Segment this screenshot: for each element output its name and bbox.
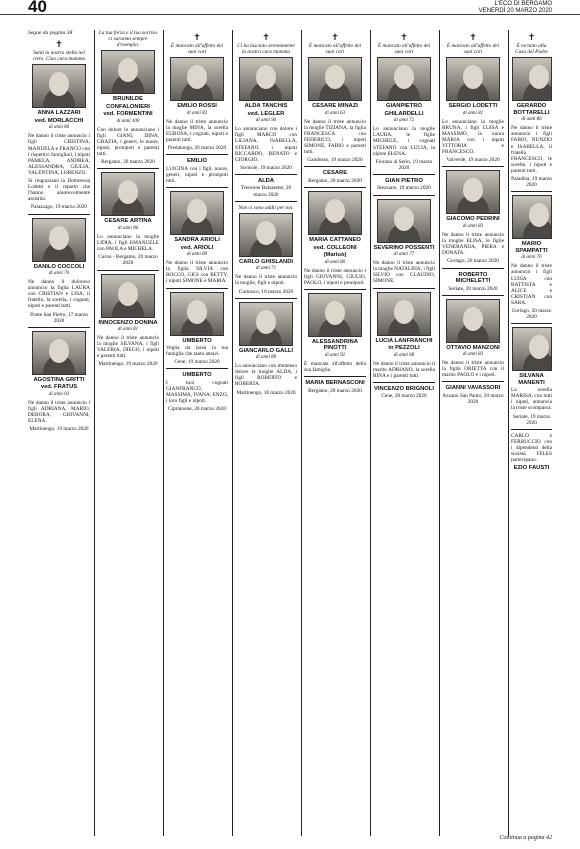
age: di anni 72 (393, 118, 415, 124)
notice-text: È mancata all'affetto della sua famiglia. (304, 361, 366, 374)
intro-text: Santi la nostra stella nel cielo. Ciao cara mamma (32, 50, 86, 63)
notice-text: Ne danno il triste annuncio la moglie SILVANA, i figli VALERIA, DIEGO, i nipoti e parenti tutti. (97, 335, 159, 360)
portrait-photo (446, 170, 500, 214)
intro-text: È mancato all'affetto dei suoi cari (446, 43, 500, 56)
notice-text: CARLO e FERRUCCIO con i dipendenti della società FELES partecipano. (511, 432, 552, 464)
notice-text: Ne danno il triste annuncio la figlia SILVIA con ROCCO, GIGI con BETTY, i nipoti SIMONE e MARIA. (166, 260, 228, 285)
deceased-name: EZIO FAUSTI (513, 465, 550, 472)
divider (235, 201, 297, 202)
deceased-name: SANDRA ARIOLI (174, 237, 220, 244)
deceased-name: UMBERTO (182, 337, 212, 344)
age: di anni 83 (462, 352, 484, 358)
deceased-name: CESARE ARTINA (104, 218, 152, 225)
divider (166, 368, 228, 369)
deceased-name-sub: ved. ARIOLI (180, 244, 214, 251)
place-date: Valverde, 19 marzo 2020 (446, 157, 500, 164)
column-2 (97, 30, 159, 370)
cross-icon: ✝ (262, 32, 270, 42)
deceased-name: EMILIO ROSSI (177, 103, 217, 110)
column-5 (304, 30, 366, 396)
place-date: Curnasco, 18 marzo 2020 (238, 288, 294, 295)
notice-text: Ne danno il triste annuncio la figlia ORIETTA con il marito PAOLO e i nipoti. (442, 360, 504, 379)
notice-text: Ne danno il triste annuncio la moglie ELISA, le figlie VENERANDA, PIERA e DONATA. (442, 232, 504, 257)
notice-text: Veglia da lassù la tua famiglia che tanto amavi. (166, 345, 228, 358)
deceased-name-sub: ved. FRATUS (40, 384, 78, 391)
place-date: Gandosso, 19 marzo 2020 (307, 157, 363, 164)
divider (373, 382, 435, 383)
place-date: Ciprianone, 20 marzo 2020 (168, 406, 226, 413)
notice-text: Non ci sono addii per noi. (238, 204, 294, 211)
portrait-photo (308, 293, 362, 337)
deceased-name: MARIA CATTANEO (309, 237, 361, 244)
deceased-name: SERGIO LODETTI (448, 103, 498, 110)
age: di anni 76 (48, 271, 70, 276)
notice-text: Ne danno il triste annuncio i figli CRISTINA, MANUELA e FRANCO con i rispettivi famigliari, i nipoti PAMELA, ANDREA, ALESSANDRA, GIULIA, VALENTINA, LORENZO. (28, 133, 90, 176)
age: di anni 86 (48, 125, 70, 131)
age: di anni 92 (324, 352, 346, 358)
divider (373, 174, 435, 175)
divider (97, 270, 159, 271)
portrait-photo (32, 64, 86, 108)
age: di anni 96 (255, 118, 277, 124)
place-date: Seriate, 20 marzo 2020 (448, 285, 498, 292)
notice-text: Lo annunciano con immenso dolore la moglie ALDA, i figli ROBERTO e ROBERTA. (235, 363, 297, 388)
portrait-photo (377, 292, 431, 336)
place-date: Martinengo, 18 marzo 2020 (236, 389, 296, 396)
portrait-photo (512, 327, 552, 371)
deceased-name: LUCIA LANFRANCHI (375, 337, 433, 344)
divider (235, 174, 297, 175)
age: di anni 86 (117, 225, 139, 231)
deceased-name: INNOCENZO DONINA (98, 319, 158, 326)
deceased-name: MARIO SPAMPATTI (515, 241, 548, 254)
portrait-photo (512, 57, 552, 101)
divider (442, 295, 504, 296)
age: di anni 82 (186, 110, 208, 116)
notice-text: Ne danno il triste annuncio la moglie MINA, la sorella EUROSA, i cognati, nipoti e parenti tutti. (166, 118, 228, 144)
portrait-photo (32, 331, 86, 375)
portrait-photo (170, 191, 224, 235)
deceased-name: GIANNI VAVASSORI (445, 385, 501, 392)
deceased-name-sub: ved. COLLEONI (313, 244, 357, 251)
cross-icon: ✝ (55, 39, 63, 50)
portrait-photo (32, 218, 86, 262)
notice-text: Ne danno il triste annuncio il marito ADRIANO, la sorella RINA e i parenti tutti. (373, 360, 435, 379)
deceased-name: MARIA BERNASCONI (305, 380, 365, 387)
age: di anni 68 (393, 352, 415, 358)
notice-text: Ne danno il triste annuncio i figli ADRIANA, MARIO, DEBORA, GIOVANNI, ELENA. (28, 399, 90, 425)
portrait-photo (239, 57, 293, 101)
place-date: Stezzano, 19 marzo 2020 (377, 185, 431, 192)
cross-icon: ✝ (469, 32, 477, 42)
portrait-photo (101, 274, 155, 318)
divider (28, 214, 90, 215)
column-6 (373, 30, 435, 401)
masthead (479, 1, 552, 15)
cross-icon: ✝ (331, 32, 339, 42)
cross-icon: ✝ (193, 32, 201, 42)
notice-text: Ne danno il triste annuncio i figli FABIO, NUNZIO e ISABELLA, il fratello FRANCESCO, le sorelle, i nipoti e parenti tutti. (511, 125, 552, 174)
deceased-name: CARLO GHISLANDI (238, 258, 294, 265)
deceased-name: AGOSTINA GRITTI (33, 376, 85, 383)
portrait-photo (446, 57, 500, 101)
place-date: Ponte San Pietro, 17 marzo 2020 (30, 311, 88, 324)
place-date: Cene, 20 marzo 2020 (381, 393, 427, 400)
place-date: Gorlago, 20 marzo 2020 (447, 258, 499, 265)
notice-text: Lo annunciano la moglie LAURA, le figlie MICHELE, i cognati STEFANO con LUCIA, la nipote ELENA. (373, 126, 435, 157)
deceased-name: ALDA (257, 177, 275, 184)
continua-label: Continua a pagina 42 (499, 835, 552, 841)
age: di anni 100 (116, 118, 140, 124)
column-separator (301, 30, 302, 836)
notice-text: La sorella MARISA, con tutti i nipoti, annuncia la triste scomparsa. (511, 387, 552, 412)
deceased-name: VINCENZO BRIGNOLI (374, 385, 434, 392)
intro-text: È mancato all'affetto dei suoi cari (170, 43, 224, 56)
age: di anni 81 (117, 327, 139, 332)
deceased-name: CESARE MINAZI (312, 103, 358, 110)
column-8 (511, 30, 552, 473)
place-date: Paladina, 19 marzo 2020 (511, 176, 552, 189)
deceased-name: GIANPIETRO (385, 103, 423, 110)
place-date: Predalunga, 20 marzo 2020 (167, 145, 227, 152)
segue-label: Segue da pagina 38 (28, 30, 73, 36)
deceased-name-sub: CONFALONIERI (106, 103, 150, 110)
column-separator (232, 30, 233, 836)
deceased-name: DANILO COCCOLI (33, 263, 85, 270)
divider (28, 327, 90, 328)
intro-text: È tornato alla Casa del Padre (515, 43, 548, 56)
divider (511, 191, 552, 192)
place-date: Bergamo, 20 marzo 2020 (308, 387, 362, 394)
age: di anni 86 (521, 117, 542, 123)
column-3 (166, 30, 228, 414)
place-date: Fiorano al Serio, 19 marzo 2020 (375, 158, 433, 171)
divider (442, 381, 504, 382)
place-date: Martinengo, 19 marzo 2020 (98, 361, 158, 368)
portrait-photo (239, 213, 293, 257)
portrait-photo (308, 191, 362, 235)
portrait-photo (377, 57, 431, 101)
age: di anni 83 (462, 223, 484, 229)
divider (235, 298, 297, 299)
deceased-name: GIAN PIETRO (385, 177, 423, 184)
notice-text: Si ringraziano la Dottoressa Lodetti e il reparto che l'hanno amorevolmente assistita. (28, 178, 90, 203)
place-date: Cene, 19 marzo 2020 (174, 359, 220, 366)
deceased-name: ALESSANDRINA PINOTTI (311, 338, 359, 352)
portrait-photo (170, 292, 224, 336)
age: di anni 76 (521, 255, 542, 261)
divider (166, 154, 228, 155)
divider (304, 376, 366, 377)
divider (304, 166, 366, 167)
portrait-photo (239, 302, 293, 346)
place-date: Sorisole, 19 marzo 2020 (240, 164, 292, 171)
notice-text: Lo annunciano la moglie BRUNA, i figli LUISA e MASSIMO, la nuora MARIA con i nipoti VITTORIA e FRANCESCO. (442, 118, 504, 156)
page-header (0, 0, 580, 15)
column-separator (439, 30, 440, 836)
deceased-name: SILVANA MANENTI (518, 373, 545, 386)
place-date: Martinengo, 19 marzo 2020 (29, 426, 89, 433)
age: di anni 81 (462, 110, 484, 116)
column-separator (508, 30, 509, 836)
age: di anni 93 (48, 391, 70, 397)
notice-text: Ne danno il triste annuncio i figli GIOVANNI, GIULIO, PAOLO, i nipoti e pronipoti. (304, 267, 366, 286)
paper-name: L'ECO DI BERGAMO (494, 1, 552, 7)
place-date: Gorlago, 20 marzo 2020 (511, 307, 552, 321)
divider (442, 166, 504, 167)
intro-text: È mancato all'affetto dei suoi cari (308, 43, 362, 56)
notice-text: Ne danno il triste annuncio la moglie NATALINA, i figli SILVIO con CLAUDIO, SIMONE. (373, 260, 435, 285)
age: di anni 71 (255, 266, 277, 272)
notice-text: I tuoi cognati GIANFRANCO, MASSIMA, IVANA, ENZO, i loro figli e nipoti. (166, 379, 228, 405)
page-number: 40 (28, 0, 47, 16)
notice-text: Con dolore lo annunciano i figli GIANI, DINA, GRAZIA, i generi, le nuore, nipoti, pronipoti e parenti tutti. (97, 126, 159, 158)
divider (373, 195, 435, 196)
cross-icon: ✝ (400, 32, 408, 42)
age: di anni 89 (186, 252, 208, 258)
deceased-name-sub: ved. LEGLER (247, 110, 285, 117)
intro-text: Ci ha lasciato serenamente la nostra cara mamma (237, 43, 295, 56)
age: di anni 89 (255, 355, 277, 361)
intro-text: La tua forza e il tuo sorriso ci saranno sempre d'esempio. (98, 30, 158, 49)
age: di anni 63 (324, 110, 346, 116)
divider (442, 268, 504, 269)
notice-text: Lo annunciano con dolore i figli MARCO con LILIANA, ISABELLA, STEFANO, i nipoti RICCARDO, RENATO e GIORGIO. (235, 126, 297, 163)
notice-text: LUIGINA con i figli, nuore, generi, nipoti e pronipoti tutti. (166, 165, 228, 184)
divider (511, 429, 552, 430)
deceased-name: ROBERTO MICHELETTI (455, 271, 491, 284)
issue-date: VENERDÌ 20 MARZO 2020 (478, 8, 552, 14)
place-date: Bergamo, 20 marzo 2020 (101, 159, 155, 166)
deceased-name-sub: in PEZZOLI (388, 345, 420, 351)
deceased-name-sub: GHILARDELLI (384, 110, 424, 117)
deceased-name: EMILIO (187, 158, 207, 165)
divider (373, 288, 435, 289)
notice-text: Ne danno il triste annuncio la moglie TIZIANA, la figlia FRANCESCA con FEDERICO, i nipoti SIMONE, FABIO e parenti tutti. (304, 118, 366, 156)
divider (304, 289, 366, 290)
deceased-name: CESARE (322, 170, 348, 177)
age: di anni 86 (324, 259, 346, 265)
deceased-name: GIANCARLO GALLI (238, 347, 294, 354)
place-date: Palazzago, 19 marzo 2020 (31, 204, 87, 211)
portrait-photo (170, 57, 224, 101)
column-separator (163, 30, 164, 836)
notice-text: Ne danno il doloroso annuncio la figlia LAURA con CRISTIAN e LISA, il fratello, la sorella, i cognati, nipoti e parenti tutti. (28, 279, 90, 310)
deceased-name-sub: (Mariuò) (323, 252, 347, 259)
deceased-name: SEVERINO POSSENTI (373, 244, 435, 251)
deceased-name-sub: ved. FORMENTINI (103, 111, 153, 118)
deceased-name: ALDA TANCHIS (244, 103, 288, 110)
place-date: Curno - Bergamo, 20 marzo 2020 (98, 254, 158, 267)
notice-text: Ne danno il triste annuncio la moglie, figli e nipoti. (235, 274, 297, 287)
place-date: Bergamo, 20 marzo 2020 (308, 177, 362, 184)
age: di anni 77 (393, 252, 415, 258)
divider (166, 288, 228, 289)
column-4 (235, 30, 297, 398)
divider (97, 168, 159, 169)
column-1 (28, 30, 90, 434)
deceased-name: GERARDO BOTTARELLI (513, 103, 550, 116)
column-7 (442, 30, 504, 407)
place-date: Azzano San Paolo, 20 marzo 2020 (442, 392, 504, 406)
portrait-photo (377, 199, 431, 243)
deceased-name: ANNA LAZZARI (37, 110, 81, 117)
portrait-photo (512, 195, 552, 239)
notice-text: Ne danno il triste annuncio i figli LUISA con BATTISTA e ALICE e CRISTIAN con SARA. (511, 263, 552, 306)
portrait-photo (446, 299, 500, 343)
column-separator (94, 30, 95, 836)
deceased-name: BRUNILDE (113, 96, 143, 103)
place-date: Treocene Balsasette, 20 marzo 2020 (240, 185, 292, 198)
portrait-photo (308, 57, 362, 101)
divider (304, 187, 366, 188)
divider (166, 187, 228, 188)
deceased-name: GIACOMO PEDRINI (446, 216, 500, 223)
deceased-name: UMBERTO (182, 372, 212, 379)
divider (511, 323, 552, 324)
column-separator (370, 30, 371, 836)
cross-icon: ✝ (527, 32, 536, 42)
notice-text: Lo annunciano la moglie LIDIA, i figli EMANUELE con PAOLA e MICHELA. (97, 234, 159, 253)
deceased-name-sub: ved. MORLACCHI (34, 117, 84, 124)
place-date: Seriate, 19 marzo 2020 (512, 413, 551, 426)
portrait-photo (101, 50, 155, 94)
deceased-name: OTTAVIO MANZONI (446, 344, 500, 351)
intro-text: È mancato all'affetto dei suoi cari (377, 43, 431, 56)
portrait-photo (101, 172, 155, 216)
